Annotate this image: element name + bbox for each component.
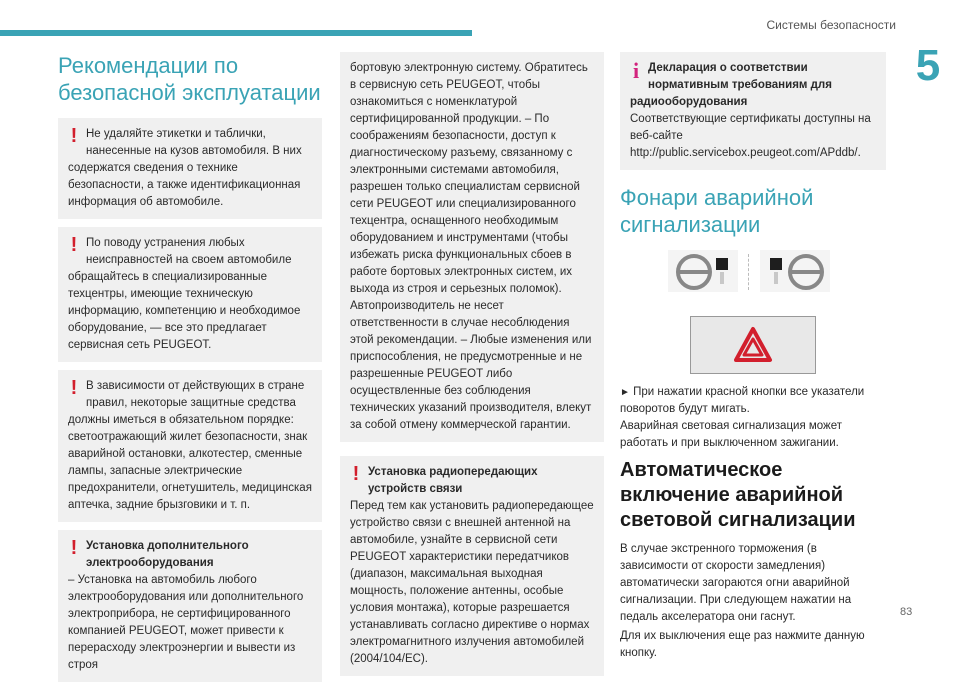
warning-title: Установка дополнительного электрооборудования — [86, 540, 249, 569]
column-2 — [340, 52, 604, 684]
hazard-triangle-icon — [733, 326, 773, 364]
warning-text: Не удаляйте этикетки и таблички, нанесенные на кузов автомобиля. В них содержатся сведения о технике безопасности, а также идентификационная информация об автомобиле. — [68, 128, 302, 208]
auto-hazard-off-text: Для их выключения еще раз нажмите данную кнопку. — [620, 630, 865, 659]
hazard-note: Аварийная световая сигнализация может работать и при выключенном зажигании. — [620, 420, 843, 449]
info-title: Декларация о соответствии нормативным требованиям для радиооборудования — [630, 62, 832, 108]
warning-icon: ! — [352, 463, 360, 485]
header-accent-bar — [0, 30, 472, 36]
hazard-instruction — [620, 384, 886, 418]
warning-title: Установка радиопередающих устройств связи — [368, 466, 538, 495]
hazard-instruction-text: При нажатии красной кнопки все указатели поворотов будут мигать. — [620, 386, 865, 415]
warning-icon: ! — [70, 125, 78, 147]
continued-box — [340, 52, 604, 442]
warning-icon: ! — [70, 234, 78, 256]
warning-text: В зависимости от действующих в стране правил, некоторые защитные средства должны иметься в обязательном порядке: светоотражающий жилет безопасности, знак аварийной остановки, алкотестер, сменные лампы, запасные электрические предохранители, огнетушитель, медицинская аптечка, задние брызговики и т. п. — [68, 380, 312, 511]
warning-text: Перед тем как установить радиопередающее устройство связи с внешней антенной на автомобиле, узнайте в сервисной сети PEUGEOT характеристики передатчиков (диапазон, максимальная выходная мощность, положение антенны, особые условия монтажа), которые разрешается устанавливать согласно директиве о нормах электромагнитного излучения автомобилей (2004/104/EC). — [350, 500, 594, 665]
continued-text: бортовую электронную систему. Обратитесь в сервисную сеть PEUGEOT, чтобы ознакомиться с номенклатурой сертифицированной продукции. – По соображениям безопасности, доступ к диагностическому разъему, связанному с электронными системами автомобиля, разрешен только специалистам сервисной сети PEUGEOT или специализированного техцентра, оснащенного необходимым оборудованием и инструментами (чтобы избежать риска функциональных сбоев в работе бортовых электронных систем, их выхода из строя и серьезных поломок). Автопроизводитель не несет ответственности в случае несоблюдения этой рекомендации. – Любые изменения или приспособления, не предусмотренные и не разрешенные PEUGEOT либо осуществленные без соблюдения технических указаний производителя, влекут за собой отмену коммерческой гарантии. — [350, 62, 592, 431]
warning-box-electrical — [58, 530, 322, 682]
auto-hazard-text: В случае экстренного торможения (в зависимости от скорости замедления) автоматически загораются огни аварийной сигнализации. При следующем нажатии на педаль акселератора они гаснут. — [620, 543, 852, 623]
hazard-button-figure — [690, 316, 816, 374]
warning-icon: ! — [70, 377, 78, 399]
warning-text: По поводу устранения любых неисправностей на своем автомобиле обращайтесь в специализированные техцентры, имеющие техническую информацию, компетенцию и необходимое оборудование, — все это предлагает сервисная сеть PEUGEOT. — [68, 237, 301, 351]
figure-divider — [748, 254, 749, 290]
steering-wheel-left-icon — [668, 250, 738, 292]
warning-box-labels — [58, 118, 322, 219]
info-box-declaration — [620, 52, 886, 170]
hazard-heading: Фонари аварийной сигнализации — [620, 185, 814, 237]
column-1 — [58, 52, 322, 690]
arrow-icon: ► — [620, 387, 630, 398]
warning-text: – Установка на автомобиль любого электрооборудования или дополнительного электроприбора, не сертифицированного компанией PEUGEOT, может привести к перерасходу электроэнергии и вывести из строя — [68, 574, 304, 671]
chapter-number: 5 — [915, 41, 941, 90]
info-text: Соответствующие сертификаты доступны на веб-сайте http://public.servicebox.peugeot.com/APddb/. — [630, 113, 871, 159]
warning-icon: ! — [70, 537, 78, 559]
page-number: 83 — [900, 606, 913, 618]
dashboard-location-figure — [620, 250, 886, 312]
info-icon: i — [632, 58, 640, 83]
warning-box-radio — [340, 456, 604, 676]
auto-hazard-heading: Автоматическое включение аварийной световой сигнализации — [620, 459, 856, 531]
warning-box-equipment — [58, 370, 322, 522]
safety-heading: Рекомендации по безопасной эксплуатации — [58, 53, 321, 105]
steering-wheel-right-icon — [760, 250, 830, 292]
column-3 — [620, 52, 886, 664]
warning-box-repair — [58, 227, 322, 362]
section-title: Системы безопасности — [766, 18, 896, 32]
